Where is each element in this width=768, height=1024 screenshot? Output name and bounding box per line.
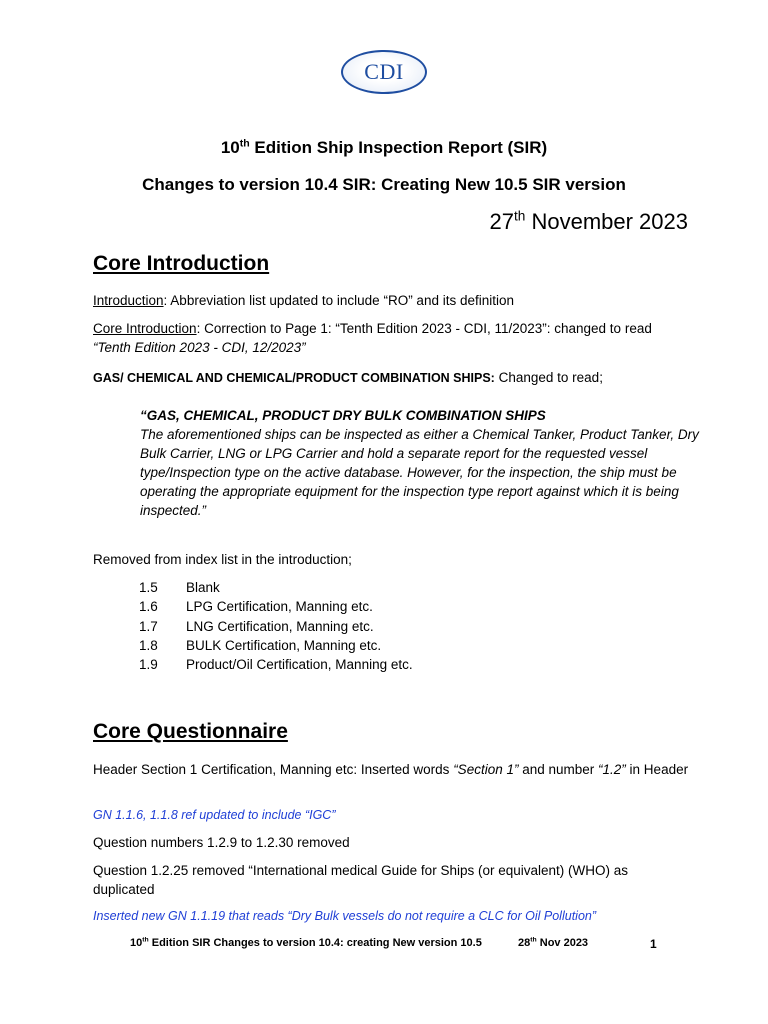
index-item-text: Product/Oil Certification, Manning etc. [186, 657, 413, 672]
index-item-text: LPG Certification, Manning etc. [186, 599, 373, 614]
index-item-number: 1.5 [139, 580, 158, 595]
paragraph-gas-chemical: GAS/ CHEMICAL AND CHEMICAL/PRODUCT COMBINATION SHIPS: Changed to read; [93, 370, 603, 385]
section-heading-core-questionnaire: Core Questionnaire [93, 720, 288, 743]
paragraph-questions-removed: Question numbers 1.2.9 to 1.2.30 removed [93, 835, 350, 850]
page-number: 1 [650, 937, 657, 951]
paragraph-removed-index: Removed from index list in the introduction; [93, 552, 352, 567]
index-item-number: 1.6 [139, 599, 158, 614]
paragraph-question-removed: Question 1.2.25 removed “International medical Guide for Ships (or equivalent) (WHO) as duplicated [93, 863, 628, 897]
note-gn-update: GN 1.1.6, 1.1.8 ref updated to include “IGC” [93, 808, 336, 822]
logo-text: CDI [364, 59, 404, 84]
footer-date: 28th Nov 2023 [518, 936, 589, 949]
index-item-number: 1.9 [139, 657, 158, 672]
index-item-number: 1.8 [139, 638, 158, 653]
section-heading-core-introduction: Core Introduction [93, 252, 270, 275]
document-title: 10th Edition Ship Inspection Report (SIR) [220, 137, 548, 157]
quoted-definition [140, 406, 705, 520]
paragraph-introduction: Introduction: Abbreviation list updated to include “RO” and its definition [93, 293, 514, 308]
quote-body: The aforementioned ships can be inspected as either a Chemical Tanker, Product Tanker, Dry Bulk Carrier, LNG or LPG Carrier and hold a separate report for the requested vessel type/Inspection type on the active database. However, for the inspection, the ship must be operating the appropriate equipment for the inspection type report against which it is being inspected.” [140, 427, 699, 518]
cdi-logo [341, 50, 427, 94]
document-subtitle: Changes to version 10.4 SIR: Creating New 10.5 SIR version [142, 175, 626, 194]
document-date: 27th November 2023 [489, 208, 688, 234]
index-item-text: Blank [186, 580, 220, 595]
paragraph-header-section: Header Section 1 Certification, Manning etc: Inserted words “Section 1” and number “1.2” in Header [93, 762, 689, 777]
index-item-text: BULK Certification, Manning etc. [186, 638, 382, 653]
paragraph-core-introduction: Core Introduction: Correction to Page 1: “Tenth Edition 2023 - CDI, 11/2023”: changed to read “Tenth Edition 2023 - CDI, 12/2023” [93, 321, 652, 355]
footer-title: 10th Edition SIR Changes to version 10.4: creating New version 10.5 [130, 936, 482, 949]
note-gn-inserted: Inserted new GN 1.1.19 that reads “Dry Bulk vessels do not require a CLC for Oil Pollution” [93, 909, 597, 923]
index-item-number: 1.7 [139, 619, 158, 634]
index-item-text: LNG Certification, Manning etc. [186, 619, 374, 634]
quote-title: “GAS, CHEMICAL, PRODUCT DRY BULK COMBINATION SHIPS [140, 408, 546, 423]
